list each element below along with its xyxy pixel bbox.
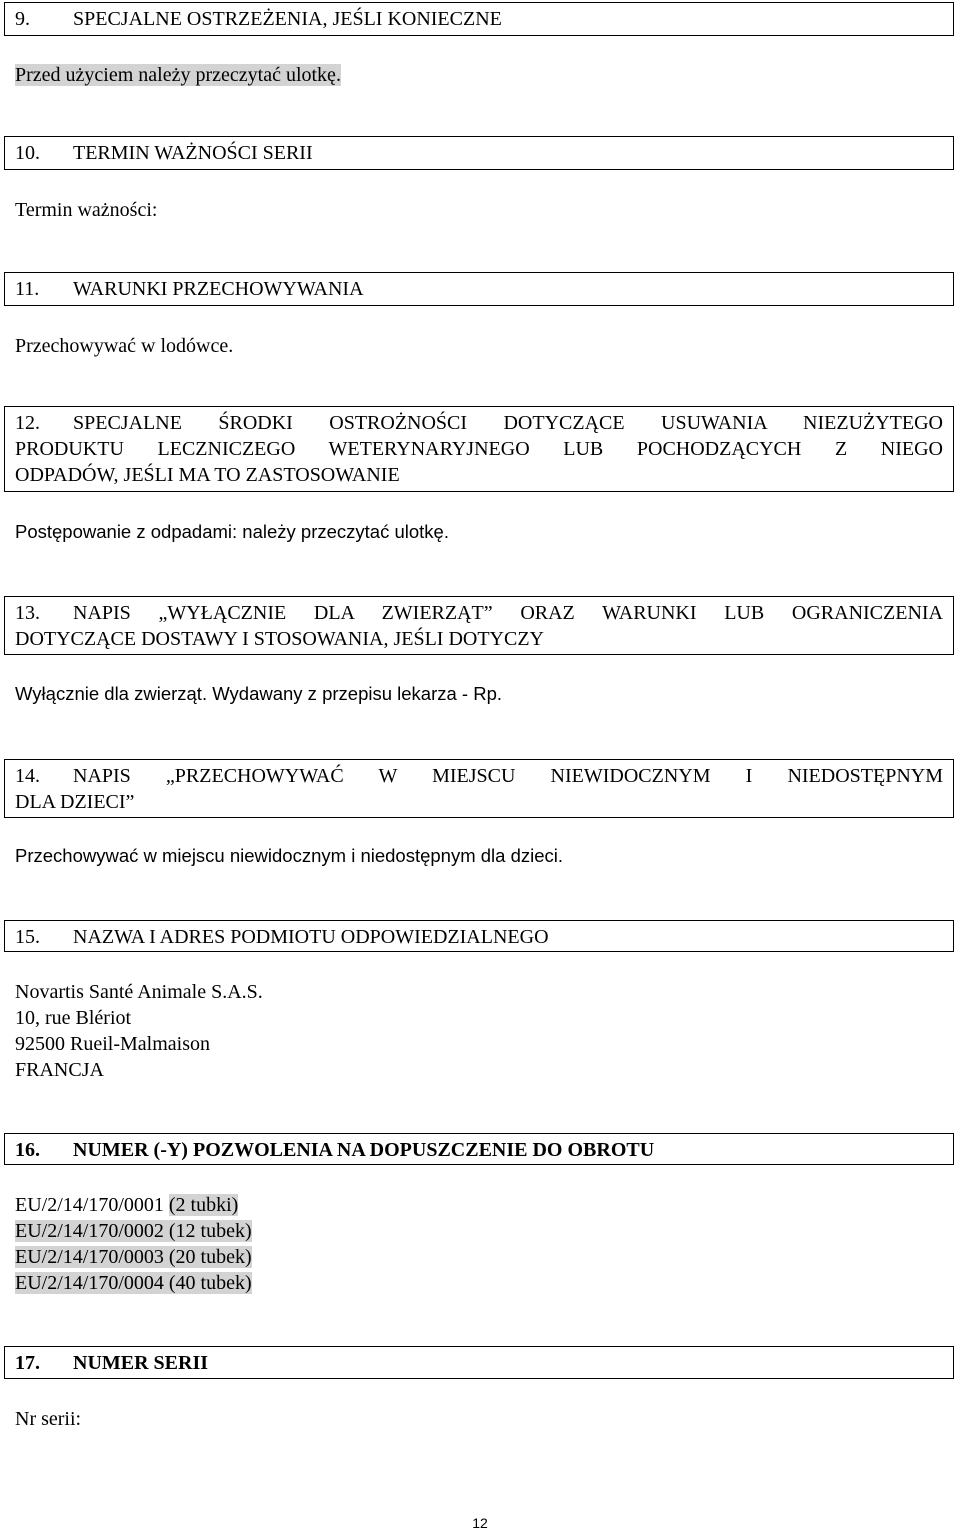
section-title: WARUNKI PRZECHOWYWANIA — [73, 278, 364, 300]
section-11-body: Przechowywać w lodówce. — [15, 335, 234, 357]
section-number: 14. — [15, 765, 40, 787]
section-9-body: Przed użyciem należy przeczytać ulotkę. — [15, 64, 341, 86]
page-number: 12 — [472, 1515, 488, 1531]
section-title-line-1: 14. NAPIS „PRZECHOWYWAĆ W MIEJSCU NIEWIDOCZNYM I NIEDOSTĘPNYM — [15, 765, 943, 787]
section-14-body: Przechowywać w miejscu niewidocznym i niedostępnym dla dzieci. — [15, 845, 564, 866]
authorisation-item: EU/2/14/170/0002 (12 tubek) — [15, 1220, 252, 1242]
section-title-line-3: ODPADÓW, JEŚLI MA TO ZASTOSOWANIE — [15, 464, 400, 486]
section-title: NUMER (-Y) POZWOLENIA NA DOPUSZCZENIE DO OBROTU — [73, 1139, 655, 1161]
section-title-line-2: PRODUKTU LECZNICZEGO WETERYNARYJNEGO LUB POCHODZĄCYCH Z NIEGO — [15, 438, 943, 460]
address-line-2: 10, rue Blériot — [15, 1007, 132, 1029]
section-number: 11. — [15, 278, 40, 300]
section-number: 17. — [15, 1352, 40, 1374]
address-line-4: FRANCJA — [15, 1059, 104, 1081]
section-11-header — [4, 272, 954, 306]
address-line-1: Novartis Santé Animale S.A.S. — [15, 981, 263, 1003]
section-13-body: Wyłącznie dla zwierząt. Wydawany z przepisu lekarza - Rp. — [15, 683, 503, 704]
section-number: 16. — [15, 1139, 40, 1161]
section-title: NUMER SERII — [73, 1352, 209, 1374]
section-17-body: Nr serii: — [15, 1408, 82, 1430]
section-14-header — [4, 759, 954, 818]
section-16-header — [4, 1133, 954, 1165]
authorisation-item: EU/2/14/170/0001 (2 tubki) — [15, 1194, 239, 1216]
section-12-header — [4, 406, 954, 492]
address-line-3: 92500 Rueil-Malmaison — [15, 1033, 210, 1055]
section-title-line-2: DOTYCZĄCE DOSTAWY I STOSOWANIA, JEŚLI DOTYCZY — [15, 628, 544, 650]
section-17-header — [4, 1346, 954, 1379]
section-9-header — [4, 2, 954, 36]
section-number: 15. — [15, 926, 40, 948]
section-15-header — [4, 920, 954, 952]
section-13-header — [4, 596, 954, 655]
authorisation-item: EU/2/14/170/0003 (20 tubek) — [15, 1246, 252, 1268]
authorisation-item: EU/2/14/170/0004 (40 tubek) — [15, 1272, 252, 1294]
section-10-header — [4, 136, 954, 170]
section-title: NAZWA I ADRES PODMIOTU ODPOWIEDZIALNEGO — [73, 926, 549, 948]
section-number: 13. — [15, 602, 40, 624]
section-title-line-1: 12. SPECJALNE ŚRODKI OSTROŻNOŚCI DOTYCZĄCE USUWANIA NIEZUŻYTEGO — [15, 412, 943, 434]
section-number: 9. — [15, 8, 30, 30]
section-title-line-1: 13. NAPIS „WYŁĄCZNIE DLA ZWIERZĄT” ORAZ WARUNKI LUB OGRANICZENIA — [15, 602, 943, 624]
section-title: TERMIN WAŻNOŚCI SERII — [73, 142, 313, 164]
section-number: 10. — [15, 142, 40, 164]
section-title-line-2: DLA DZIECI” — [15, 791, 135, 813]
section-title: SPECJALNE OSTRZEŻENIA, JEŚLI KONIECZNE — [73, 8, 502, 30]
section-number: 12. — [15, 412, 40, 434]
section-10-body: Termin ważności: — [15, 199, 158, 221]
section-12-body: Postępowanie z odpadami: należy przeczytać ulotkę. — [15, 521, 449, 542]
